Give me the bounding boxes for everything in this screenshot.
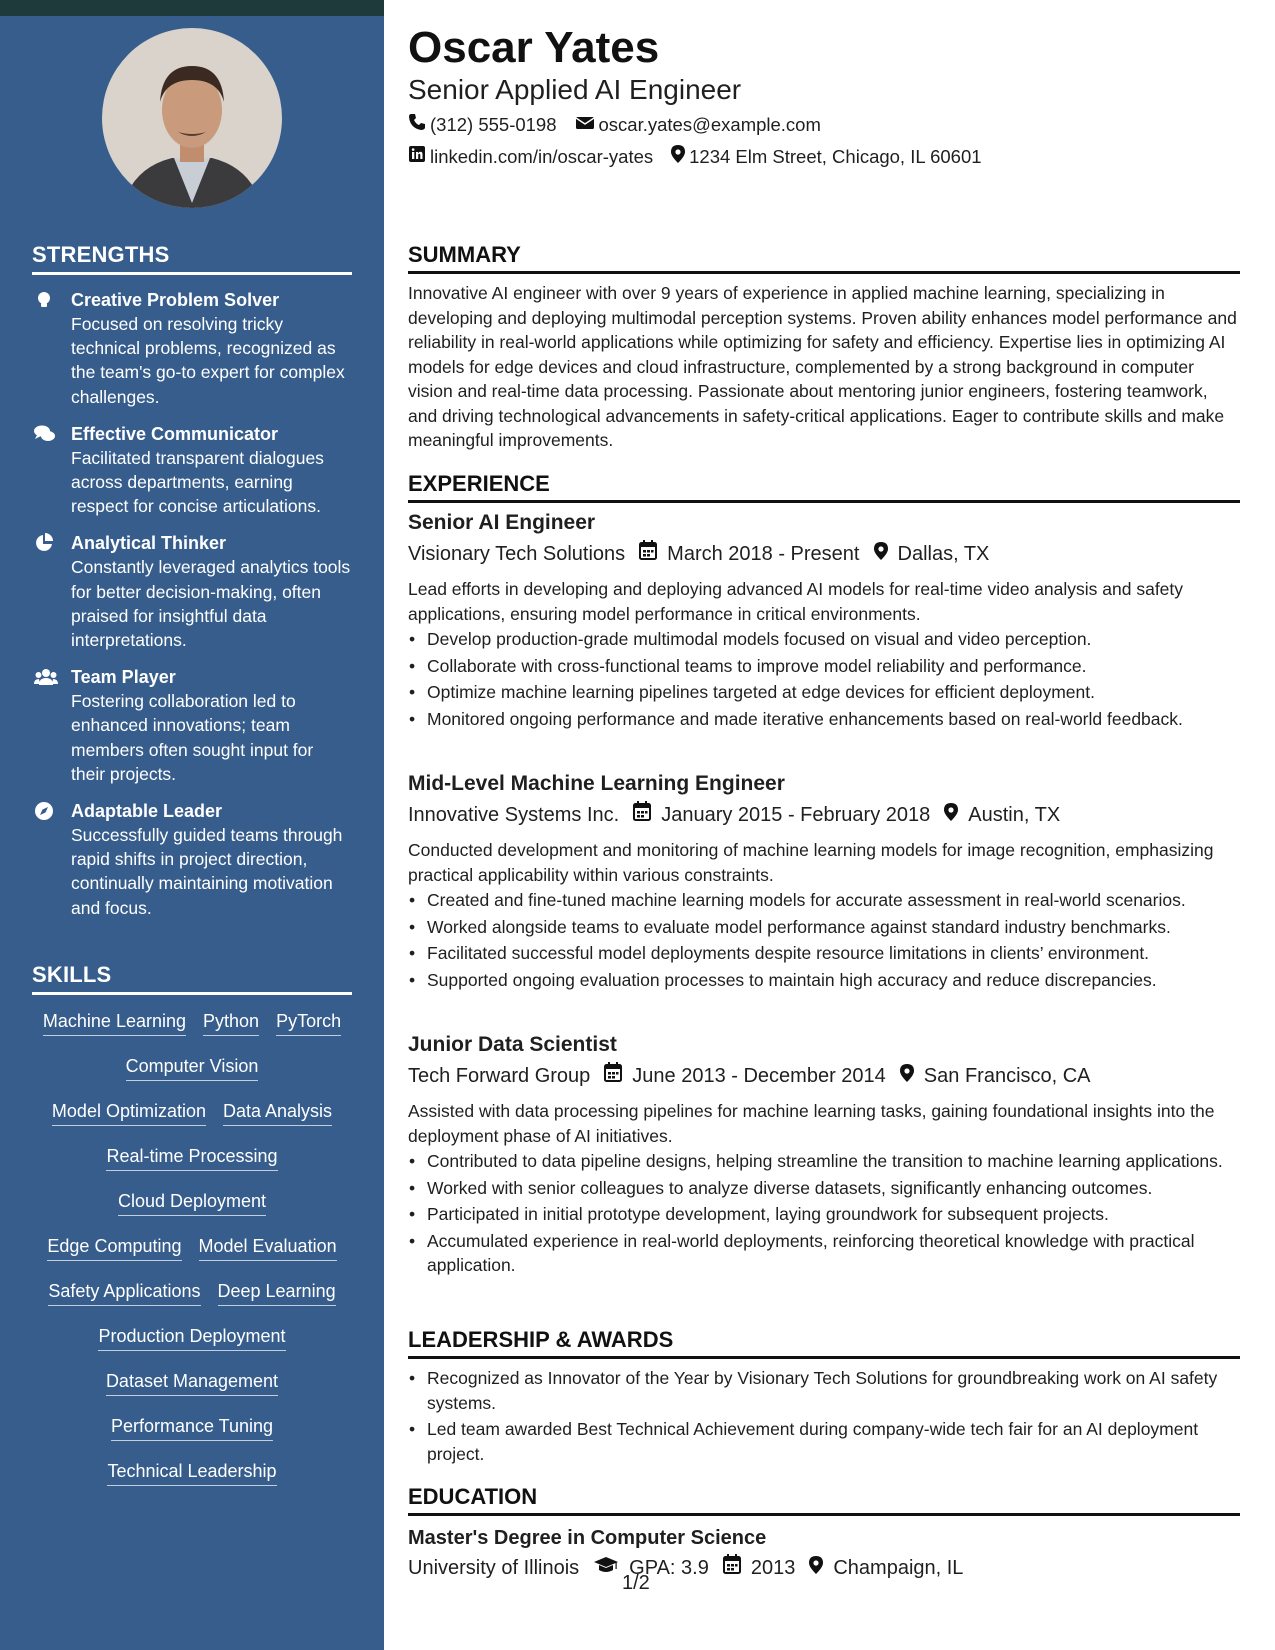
skill-row — [32, 1459, 352, 1504]
contact-row — [408, 113, 839, 136]
strength-desc: Facilitated transparent dialogues across departments, earning respect for concise articulations. — [71, 447, 324, 517]
bullet-item: • Supported ongoing evaluation processes to maintain high accuracy and reduce discrepancies. — [408, 968, 1238, 993]
strength-item — [32, 288, 352, 409]
job-company: Tech Forward Group — [408, 1065, 591, 1087]
strengths-heading: STRENGTHS — [32, 242, 352, 275]
job-meta — [408, 540, 1003, 568]
contact-row — [408, 145, 1000, 168]
skill-row — [32, 1189, 352, 1234]
job-location — [944, 801, 1060, 829]
skill-tag: Deep Learning — [218, 1279, 336, 1306]
strength-title: Effective Communicator — [71, 423, 279, 444]
bullet-item: • Worked alongside teams to evaluate model performance against standard industry benchmarks. — [408, 915, 1238, 940]
skill-tag: Computer Vision — [126, 1054, 259, 1081]
phone-text: (312) 555-0198 — [430, 113, 557, 135]
bullet-item: • Created and fine-tuned machine learning models for accurate assessment in real-world scenarios. — [408, 888, 1238, 913]
bullet-item: • Facilitated successful model deployments despite resource limitations in clients’ environment. — [408, 941, 1238, 966]
job-bullets — [408, 627, 1238, 733]
school-name: University of Illinois — [408, 1557, 580, 1579]
calendar-icon — [639, 540, 667, 568]
job-dates — [604, 1062, 886, 1090]
job-description: Conducted development and monitoring of machine learning models for image recognition, emphasizing practical applicability within various constraints. — [408, 840, 1214, 885]
skill-row — [32, 1414, 352, 1459]
skill-tag: PyTorch — [276, 1009, 341, 1036]
skill-tag: Model Optimization — [52, 1099, 206, 1126]
profile-photo — [102, 28, 282, 208]
strengths-section — [32, 242, 352, 920]
address-text: 1234 Elm Street, Chicago, IL 60601 — [689, 145, 982, 167]
year-text: 2013 — [750, 1557, 796, 1579]
sidebar — [0, 0, 384, 1650]
skill-row — [32, 1369, 352, 1414]
experience-heading: EXPERIENCE — [408, 471, 1240, 503]
summary-heading: SUMMARY — [408, 242, 1240, 274]
phone-icon — [408, 113, 430, 136]
leadership-bullets — [408, 1366, 1238, 1468]
education-heading: EDUCATION — [408, 1484, 1240, 1516]
job-location-text: San Francisco, CA — [923, 1065, 1091, 1087]
strength-item — [32, 799, 352, 920]
skill-tag: Python — [203, 1009, 259, 1036]
job-company: Visionary Tech Solutions — [408, 543, 626, 565]
bullet-item: • Recognized as Innovator of the Year by Visionary Tech Solutions for groundbreaking work on AI safety systems. — [408, 1366, 1238, 1415]
candidate-name: Oscar Yates — [408, 23, 660, 72]
email-text[interactable]: oscar.yates@example.com — [598, 113, 821, 135]
skills-list — [32, 1009, 352, 1504]
page-number: 1/2 — [622, 1572, 650, 1594]
skills-section — [32, 962, 352, 1504]
map-marker-icon — [809, 1554, 833, 1582]
strength-item — [32, 422, 352, 519]
summary-text: Innovative AI engineer with over 9 years of experience in applied machine learning, specializing in developing and deploying multimodal perception systems. Proven ability enhances model performance and reliability in real-world applications while optimizing for safety and efficiency. Expertise lies in optimizing AI models for edge devices and cloud infrastructure, complemented by a strong background in computer vision and real-time data processing. Passionate about mentoring junior engineers, fostering teamwork, and driving technological advancements in safety-critical applications. Eager to contribute skills and make meaningful improvements. — [408, 283, 1237, 450]
skill-tag: Edge Computing — [47, 1234, 181, 1261]
skill-tag: Data Analysis — [223, 1099, 332, 1126]
skill-tag: Cloud Deployment — [118, 1189, 266, 1216]
compass-icon — [34, 801, 54, 821]
job-dates-text: January 2015 - February 2018 — [661, 804, 931, 826]
strength-desc: Successfully guided teams through rapid shifts in project direction, continually maintaining motivation and focus. — [71, 825, 343, 918]
phone-contact — [408, 113, 557, 136]
job-dates-text: March 2018 - Present — [667, 543, 860, 565]
strength-title: Analytical Thinker — [71, 533, 227, 554]
pie-chart-icon — [34, 533, 54, 553]
job-title: Senior AI Engineer — [408, 511, 596, 534]
strength-desc: Focused on resolving tricky technical problems, recognized as the team's go-to expert for complex challenges. — [71, 314, 345, 407]
calendar-icon — [604, 1062, 632, 1090]
job-location — [900, 1062, 1091, 1090]
skill-row — [32, 1324, 352, 1369]
job-location-text: Dallas, TX — [897, 543, 990, 565]
strength-item — [32, 531, 352, 652]
skill-tag: Real-time Processing — [106, 1144, 277, 1171]
strength-title: Creative Problem Solver — [71, 290, 280, 310]
skills-heading: SKILLS — [32, 962, 352, 995]
skill-row — [32, 1054, 352, 1099]
skill-row — [32, 1099, 352, 1144]
leadership-heading: LEADERSHIP & AWARDS — [408, 1327, 1240, 1359]
bullet-item: • Participated in initial prototype development, laying groundwork for subsequent projects. — [408, 1202, 1238, 1227]
education-meta — [408, 1554, 977, 1582]
skill-row — [32, 1009, 352, 1054]
job-title: Junior Data Scientist — [408, 1033, 617, 1056]
linkedin-text[interactable]: linkedin.com/in/oscar-yates — [430, 145, 654, 167]
strength-desc: Fostering collaboration led to enhanced innovations; team members often sought input for their projects. — [71, 691, 314, 784]
linkedin-contact[interactable] — [408, 145, 653, 168]
bullet-item: • Contributed to data pipeline designs, helping streamline the transition to machine learning applications. — [408, 1149, 1238, 1174]
job-meta — [408, 801, 1074, 829]
comments-icon — [34, 424, 54, 444]
bullet-item: • Collaborate with cross-functional teams to improve model reliability and performance. — [408, 654, 1238, 679]
map-marker-icon — [671, 145, 689, 168]
candidate-title: Senior Applied AI Engineer — [408, 74, 742, 105]
gpa-text: GPA: 3.9 — [629, 1557, 709, 1579]
map-marker-icon — [944, 801, 968, 829]
job-company: Innovative Systems Inc. — [408, 804, 620, 826]
skill-tag: Safety Applications — [48, 1279, 200, 1306]
strength-title: Adaptable Leader — [71, 801, 223, 822]
bullet-item: • Optimize machine learning pipelines targeted at edge devices for efficient deployment. — [408, 680, 1238, 705]
strength-desc: Constantly leveraged analytics tools for better decision-making, often praised for insightful data interpretations. — [71, 557, 351, 651]
job-bullets — [408, 1149, 1238, 1280]
bullet-item: • Accumulated experience in real-world deployments, reinforcing theoretical knowledge with practical application. — [408, 1229, 1238, 1278]
bullet-item: • Worked with senior colleagues to analyze diverse datasets, significantly enhancing outcomes. — [408, 1176, 1238, 1201]
job-location-text: Austin, TX — [968, 804, 1061, 826]
map-marker-icon — [900, 1062, 924, 1090]
skill-tag: Machine Learning — [43, 1009, 186, 1036]
job-title: Mid-Level Machine Learning Engineer — [408, 772, 785, 795]
skill-tag: Production Deployment — [98, 1324, 285, 1351]
education-location-text: Champaign, IL — [833, 1557, 964, 1579]
map-marker-icon — [874, 540, 898, 568]
sidebar-top-bar — [0, 0, 384, 16]
education-year — [723, 1554, 796, 1582]
education-gpa — [593, 1554, 709, 1582]
strength-item — [32, 665, 352, 786]
skill-row — [32, 1234, 352, 1279]
strength-title: Team Player — [71, 667, 176, 688]
job-dates — [639, 540, 859, 568]
envelope-icon — [575, 114, 599, 136]
email-contact[interactable] — [575, 114, 821, 136]
skill-tag: Model Evaluation — [199, 1234, 337, 1261]
job-description: Lead efforts in developing and deploying advanced AI models for real-time video analysis and safety applications, ensuring model performance in critical environments. — [408, 579, 1184, 624]
skill-tag: Dataset Management — [106, 1369, 278, 1396]
bullet-item: • Led team awarded Best Technical Achievement during company-wide tech fair for an AI deployment project. — [408, 1417, 1238, 1466]
skill-row — [32, 1279, 352, 1324]
calendar-icon — [633, 801, 661, 829]
address-contact — [671, 145, 981, 168]
job-location — [874, 540, 990, 568]
lightbulb-icon — [34, 290, 54, 310]
job-description: Assisted with data processing pipelines for machine learning tasks, gaining foundational insights into the deployment phase of AI initiatives. — [408, 1101, 1215, 1146]
degree-title: Master's Degree in Computer Science — [408, 1527, 767, 1549]
linkedin-icon — [408, 145, 430, 168]
job-dates — [633, 801, 930, 829]
skill-tag: Technical Leadership — [107, 1459, 276, 1486]
skill-tag: Performance Tuning — [111, 1414, 273, 1441]
calendar-icon — [723, 1554, 751, 1582]
skill-row — [32, 1144, 352, 1189]
bullet-item: • Develop production-grade multimodal models focused on visual and video perception. — [408, 627, 1238, 652]
job-bullets — [408, 888, 1238, 994]
education-location — [809, 1554, 963, 1582]
users-icon — [34, 667, 54, 687]
job-dates-text: June 2013 - December 2014 — [632, 1065, 886, 1087]
job-meta — [408, 1062, 1105, 1090]
bullet-item: • Monitored ongoing performance and made iterative enhancements based on real-world feedback. — [408, 707, 1238, 732]
